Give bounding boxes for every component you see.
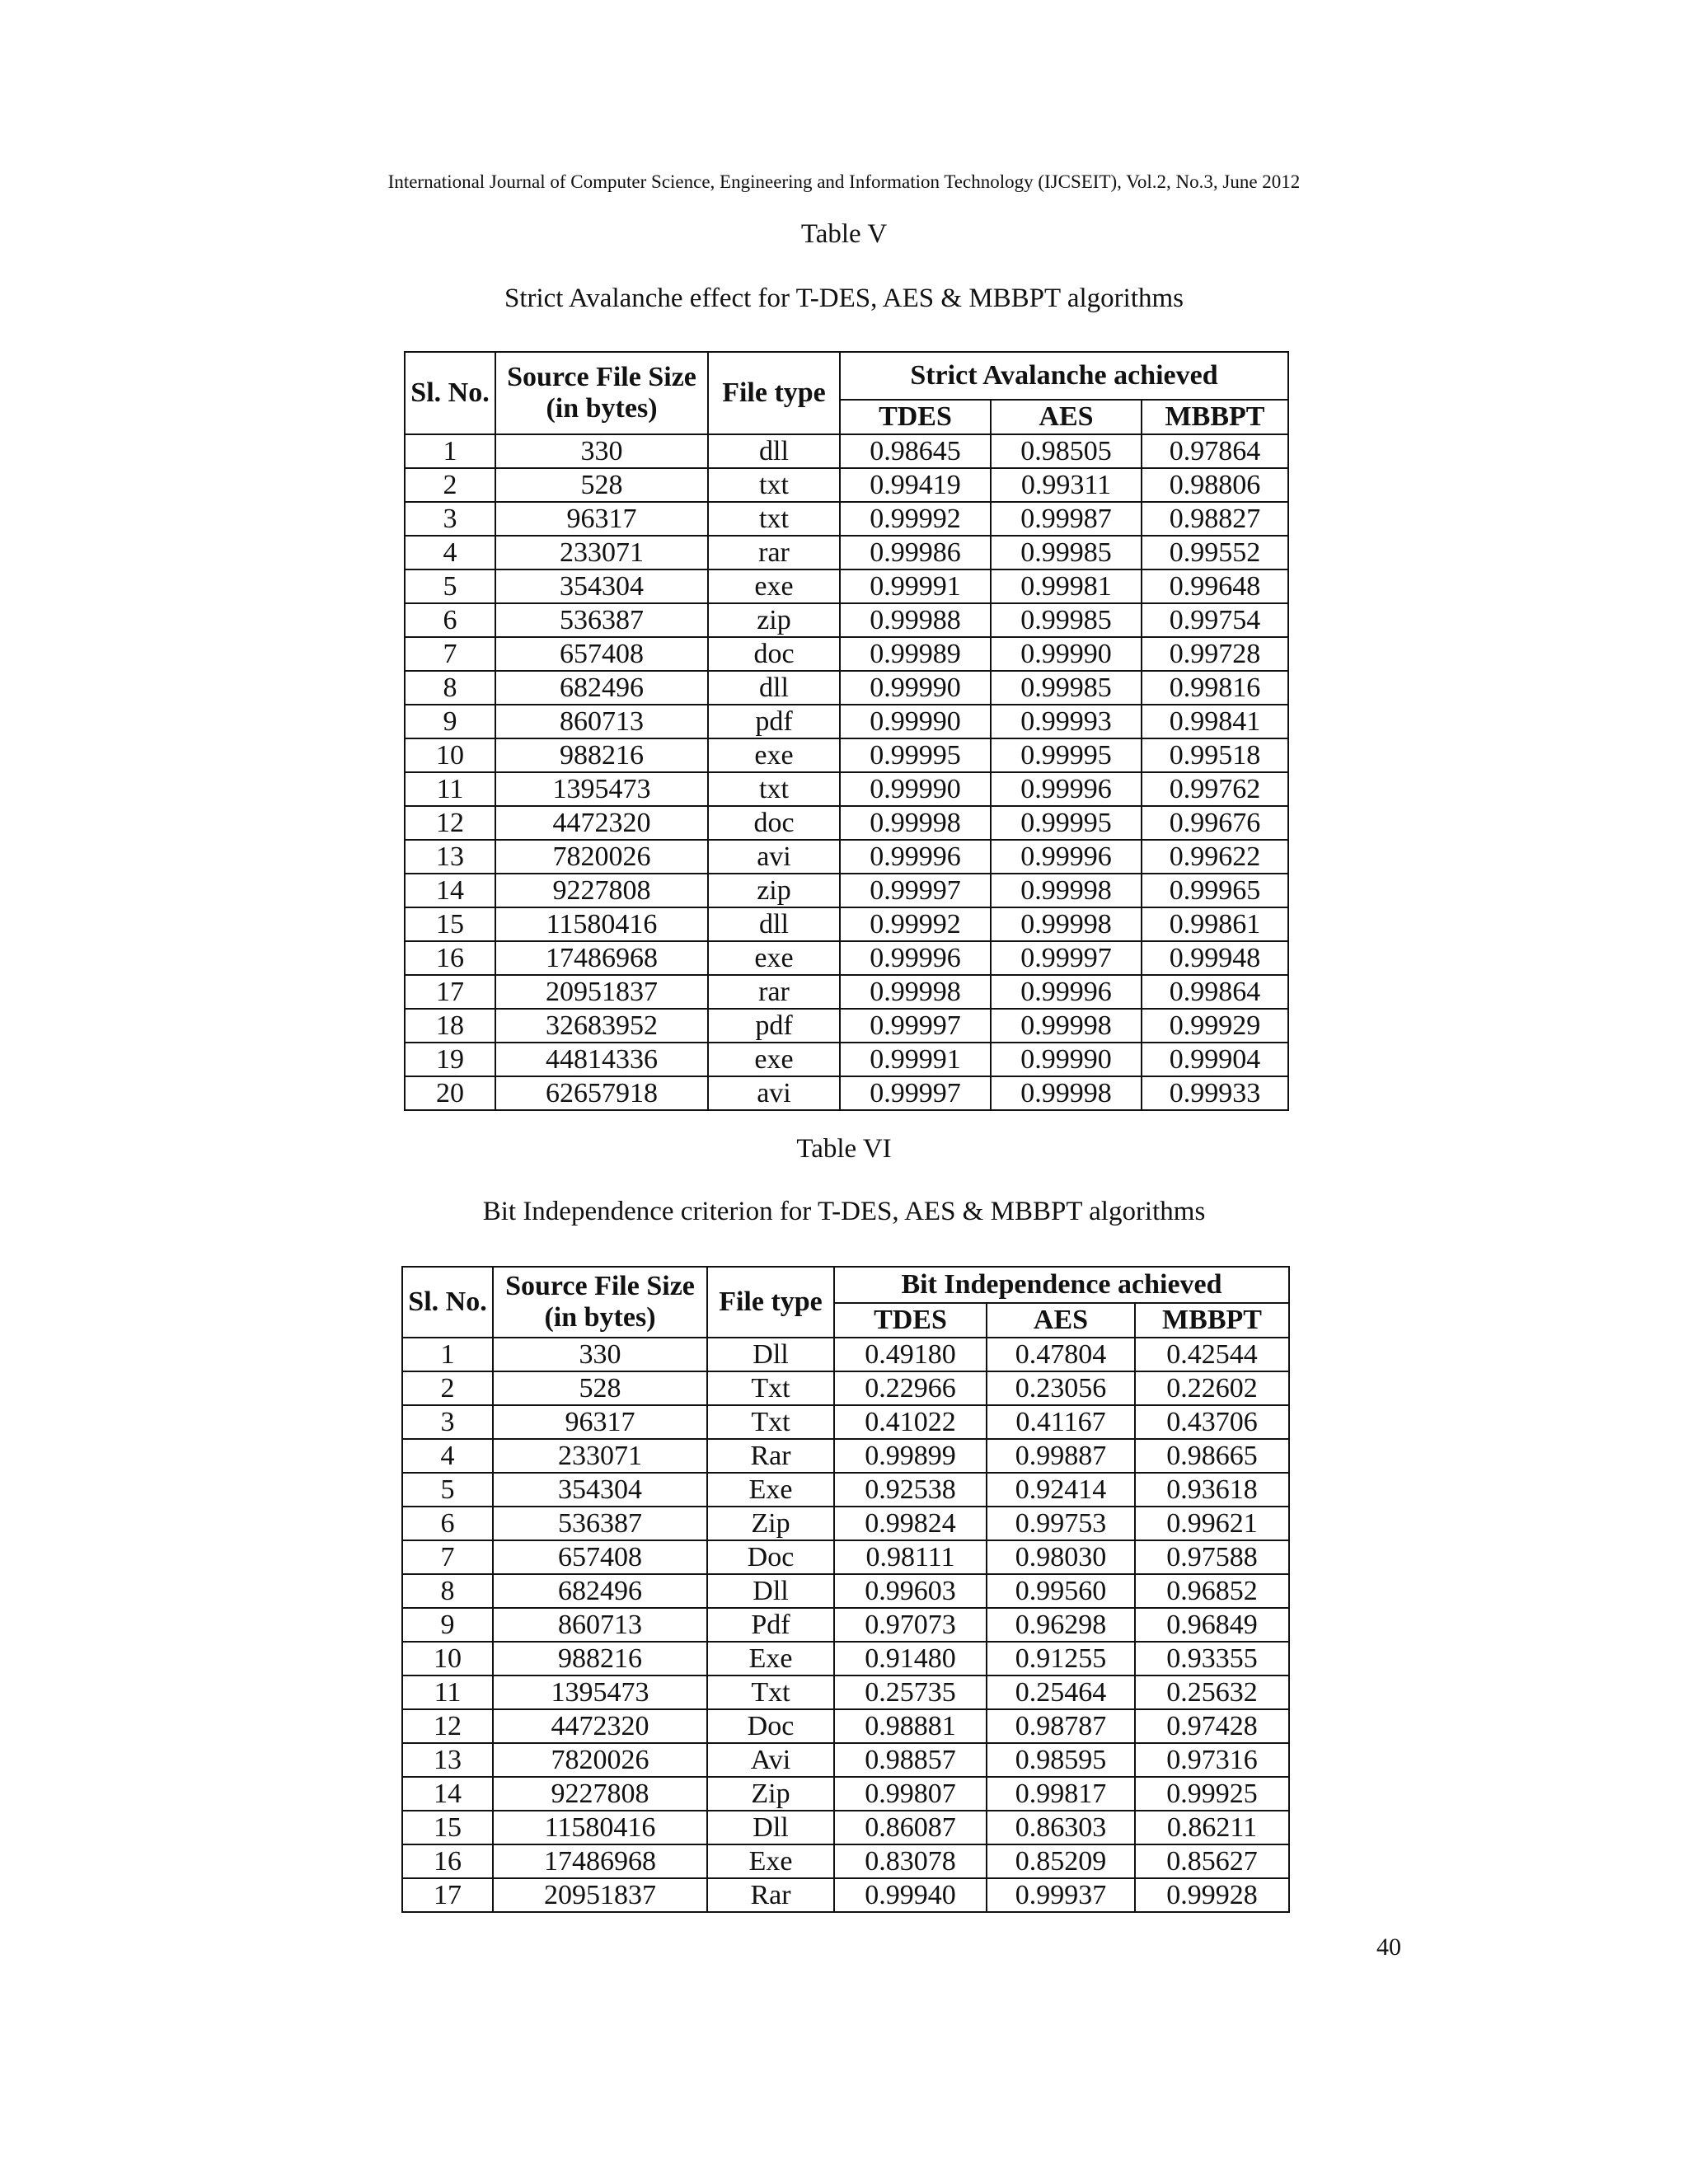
table-row — [402, 1405, 1289, 1439]
cell-sl-no: 12 — [405, 806, 495, 840]
table5-header-type: File type — [708, 352, 840, 434]
table-row — [405, 772, 1288, 806]
cell-aes: 0.99995 — [991, 738, 1142, 772]
cell-sl-no: 19 — [405, 1043, 495, 1076]
table6-header-tdes: TDES — [834, 1303, 987, 1338]
cell-aes: 0.99817 — [987, 1777, 1135, 1811]
cell-mbbpt: 0.85627 — [1135, 1844, 1289, 1878]
cell-file-size: 11580416 — [493, 1811, 707, 1844]
cell-sl-no: 3 — [402, 1405, 493, 1439]
cell-mbbpt: 0.93618 — [1135, 1473, 1289, 1507]
cell-mbbpt: 0.99816 — [1142, 671, 1288, 705]
table5-header-mbbpt: MBBPT — [1142, 400, 1288, 434]
table-row — [405, 874, 1288, 907]
cell-mbbpt: 0.96849 — [1135, 1608, 1289, 1642]
cell-aes: 0.99887 — [987, 1439, 1135, 1473]
cell-tdes: 0.98111 — [834, 1540, 987, 1574]
table-row — [402, 1777, 1289, 1811]
cell-tdes: 0.99992 — [840, 907, 991, 941]
cell-mbbpt: 0.99925 — [1135, 1777, 1289, 1811]
cell-file-type: Exe — [707, 1844, 834, 1878]
cell-aes: 0.99985 — [991, 536, 1142, 569]
cell-mbbpt: 0.99929 — [1142, 1009, 1288, 1043]
table-row — [402, 1811, 1289, 1844]
table-row — [405, 1043, 1288, 1076]
cell-file-type: pdf — [708, 705, 840, 738]
cell-aes: 0.98595 — [987, 1743, 1135, 1777]
cell-sl-no: 6 — [402, 1507, 493, 1540]
cell-aes: 0.98505 — [991, 434, 1142, 468]
cell-mbbpt: 0.99621 — [1135, 1507, 1289, 1540]
table6-header-mbbpt: MBBPT — [1135, 1303, 1289, 1338]
page-number: 40 — [1376, 1933, 1401, 1961]
table-row — [405, 1076, 1288, 1110]
cell-sl-no: 8 — [402, 1574, 493, 1608]
cell-file-size: 233071 — [495, 536, 708, 569]
cell-aes: 0.41167 — [987, 1405, 1135, 1439]
cell-aes: 0.99993 — [991, 705, 1142, 738]
table-row — [405, 502, 1288, 536]
cell-mbbpt: 0.97864 — [1142, 434, 1288, 468]
cell-sl-no: 5 — [402, 1473, 493, 1507]
cell-aes: 0.99990 — [991, 637, 1142, 671]
cell-sl-no: 11 — [405, 772, 495, 806]
cell-mbbpt: 0.96852 — [1135, 1574, 1289, 1608]
cell-mbbpt: 0.99552 — [1142, 536, 1288, 569]
cell-tdes: 0.98881 — [834, 1709, 987, 1743]
cell-sl-no: 6 — [405, 603, 495, 637]
cell-mbbpt: 0.99904 — [1142, 1043, 1288, 1076]
cell-aes: 0.99985 — [991, 671, 1142, 705]
cell-mbbpt: 0.98806 — [1142, 468, 1288, 502]
cell-sl-no: 14 — [405, 874, 495, 907]
cell-file-type: doc — [708, 806, 840, 840]
cell-sl-no: 15 — [402, 1811, 493, 1844]
cell-file-size: 682496 — [495, 671, 708, 705]
table-row — [405, 705, 1288, 738]
table5-header-tdes: TDES — [840, 400, 991, 434]
table-row — [402, 1709, 1289, 1743]
cell-tdes: 0.99824 — [834, 1507, 987, 1540]
cell-file-type: Txt — [707, 1675, 834, 1709]
cell-file-size: 528 — [493, 1371, 707, 1405]
cell-mbbpt: 0.98665 — [1135, 1439, 1289, 1473]
cell-file-type: dll — [708, 671, 840, 705]
cell-tdes: 0.25735 — [834, 1675, 987, 1709]
cell-aes: 0.99998 — [991, 874, 1142, 907]
table6-header-group: Bit Independence achieved — [834, 1267, 1289, 1303]
cell-sl-no: 4 — [405, 536, 495, 569]
cell-tdes: 0.99990 — [840, 772, 991, 806]
cell-mbbpt: 0.99648 — [1142, 569, 1288, 603]
table-row — [405, 637, 1288, 671]
cell-file-size: 536387 — [495, 603, 708, 637]
table-row — [405, 907, 1288, 941]
cell-mbbpt: 0.97316 — [1135, 1743, 1289, 1777]
table-row — [402, 1371, 1289, 1405]
cell-file-type: Doc — [707, 1709, 834, 1743]
cell-mbbpt: 0.99864 — [1142, 975, 1288, 1009]
cell-sl-no: 13 — [402, 1743, 493, 1777]
cell-file-type: Pdf — [707, 1608, 834, 1642]
cell-file-type: exe — [708, 1043, 840, 1076]
cell-aes: 0.99996 — [991, 772, 1142, 806]
table-row — [402, 1608, 1289, 1642]
cell-file-type: Txt — [707, 1405, 834, 1439]
cell-sl-no: 12 — [402, 1709, 493, 1743]
table5-label: Table V — [800, 219, 888, 249]
cell-tdes: 0.99997 — [840, 1076, 991, 1110]
cell-mbbpt: 0.98827 — [1142, 502, 1288, 536]
cell-tdes: 0.97073 — [834, 1608, 987, 1642]
cell-file-size: 62657918 — [495, 1076, 708, 1110]
cell-aes: 0.86303 — [987, 1811, 1135, 1844]
cell-aes: 0.99560 — [987, 1574, 1135, 1608]
cell-aes: 0.99998 — [991, 1009, 1142, 1043]
cell-file-type: dll — [708, 907, 840, 941]
cell-tdes: 0.41022 — [834, 1405, 987, 1439]
cell-file-size: 1395473 — [495, 772, 708, 806]
cell-file-type: Avi — [707, 1743, 834, 1777]
cell-file-size: 860713 — [495, 705, 708, 738]
cell-sl-no: 9 — [405, 705, 495, 738]
cell-file-type: doc — [708, 637, 840, 671]
table5-header-aes: AES — [991, 400, 1142, 434]
cell-mbbpt: 0.86211 — [1135, 1811, 1289, 1844]
table-row — [402, 1878, 1289, 1912]
cell-file-size: 9227808 — [495, 874, 708, 907]
cell-sl-no: 4 — [402, 1439, 493, 1473]
cell-tdes: 0.22966 — [834, 1371, 987, 1405]
cell-file-size: 657408 — [493, 1540, 707, 1574]
table6-header-sl: Sl. No. — [402, 1267, 493, 1338]
cell-mbbpt: 0.99841 — [1142, 705, 1288, 738]
cell-mbbpt: 0.99965 — [1142, 874, 1288, 907]
cell-file-type: zip — [708, 603, 840, 637]
cell-tdes: 0.91480 — [834, 1642, 987, 1675]
table-row — [405, 975, 1288, 1009]
table5-title: Strict Avalanche effect for T-DES, AES & MBBPT algorithms — [504, 284, 1184, 313]
cell-tdes: 0.98645 — [840, 434, 991, 468]
running-header: International Journal of Computer Science, Engineering and Information Technology (IJCSEIT), Vol.2, No.3, June 2012 — [387, 171, 1301, 192]
cell-tdes: 0.99997 — [840, 874, 991, 907]
cell-mbbpt: 0.43706 — [1135, 1405, 1289, 1439]
table6-title: Bit Independence criterion for T-DES, AES & MBBPT algorithms — [482, 1197, 1206, 1226]
cell-tdes: 0.99986 — [840, 536, 991, 569]
cell-file-size: 9227808 — [493, 1777, 707, 1811]
cell-sl-no: 10 — [405, 738, 495, 772]
cell-tdes: 0.99996 — [840, 941, 991, 975]
cell-file-size: 7820026 — [493, 1743, 707, 1777]
cell-file-type: Dll — [707, 1338, 834, 1371]
cell-file-type: dll — [708, 434, 840, 468]
cell-mbbpt: 0.42544 — [1135, 1338, 1289, 1371]
cell-file-type: exe — [708, 569, 840, 603]
cell-file-size: 11580416 — [495, 907, 708, 941]
cell-sl-no: 5 — [405, 569, 495, 603]
table-row — [405, 434, 1288, 468]
table5-header-group: Strict Avalanche achieved — [840, 352, 1288, 400]
cell-aes: 0.99753 — [987, 1507, 1135, 1540]
cell-file-type: Dll — [707, 1574, 834, 1608]
table-row — [402, 1439, 1289, 1473]
cell-mbbpt: 0.99933 — [1142, 1076, 1288, 1110]
cell-aes: 0.99985 — [991, 603, 1142, 637]
cell-sl-no: 18 — [405, 1009, 495, 1043]
table5-header-size: Source File Size (in bytes) — [495, 352, 708, 434]
cell-tdes: 0.99996 — [840, 840, 991, 874]
cell-file-size: 1395473 — [493, 1675, 707, 1709]
cell-file-size: 988216 — [493, 1642, 707, 1675]
cell-aes: 0.25464 — [987, 1675, 1135, 1709]
table-row — [402, 1743, 1289, 1777]
cell-tdes: 0.99997 — [840, 1009, 991, 1043]
cell-file-size: 20951837 — [495, 975, 708, 1009]
table-row — [402, 1338, 1289, 1371]
cell-mbbpt: 0.97428 — [1135, 1709, 1289, 1743]
cell-file-size: 682496 — [493, 1574, 707, 1608]
cell-sl-no: 8 — [405, 671, 495, 705]
cell-file-size: 96317 — [495, 502, 708, 536]
cell-mbbpt: 0.97588 — [1135, 1540, 1289, 1574]
cell-file-type: exe — [708, 941, 840, 975]
cell-mbbpt: 0.25632 — [1135, 1675, 1289, 1709]
cell-mbbpt: 0.99948 — [1142, 941, 1288, 975]
cell-file-type: Rar — [707, 1878, 834, 1912]
cell-file-type: rar — [708, 536, 840, 569]
table-row — [402, 1675, 1289, 1709]
cell-file-type: Zip — [707, 1777, 834, 1811]
cell-sl-no: 2 — [402, 1371, 493, 1405]
cell-file-size: 32683952 — [495, 1009, 708, 1043]
cell-sl-no: 16 — [402, 1844, 493, 1878]
cell-sl-no: 1 — [405, 434, 495, 468]
cell-file-size: 528 — [495, 468, 708, 502]
cell-tdes: 0.99807 — [834, 1777, 987, 1811]
cell-tdes: 0.99989 — [840, 637, 991, 671]
table-row — [402, 1844, 1289, 1878]
cell-file-size: 354304 — [493, 1473, 707, 1507]
cell-file-type: Exe — [707, 1642, 834, 1675]
cell-file-size: 20951837 — [493, 1878, 707, 1912]
cell-tdes: 0.99990 — [840, 671, 991, 705]
cell-sl-no: 20 — [405, 1076, 495, 1110]
table-row — [405, 671, 1288, 705]
cell-aes: 0.23056 — [987, 1371, 1135, 1405]
cell-file-type: avi — [708, 1076, 840, 1110]
table6-bit-independence — [401, 1266, 1290, 1913]
cell-file-size: 44814336 — [495, 1043, 708, 1076]
table6-label: Table VI — [796, 1134, 892, 1164]
table-row — [402, 1507, 1289, 1540]
cell-file-size: 4472320 — [495, 806, 708, 840]
cell-aes: 0.99998 — [991, 907, 1142, 941]
table-row — [405, 806, 1288, 840]
cell-aes: 0.99981 — [991, 569, 1142, 603]
cell-sl-no: 7 — [405, 637, 495, 671]
cell-tdes: 0.99991 — [840, 1043, 991, 1076]
cell-sl-no: 3 — [405, 502, 495, 536]
cell-file-type: Txt — [707, 1371, 834, 1405]
cell-tdes: 0.99899 — [834, 1439, 987, 1473]
cell-tdes: 0.99603 — [834, 1574, 987, 1608]
table5-strict-avalanche — [404, 351, 1289, 1111]
cell-file-size: 657408 — [495, 637, 708, 671]
cell-sl-no: 13 — [405, 840, 495, 874]
cell-sl-no: 14 — [402, 1777, 493, 1811]
table-row — [405, 738, 1288, 772]
cell-aes: 0.98787 — [987, 1709, 1135, 1743]
cell-tdes: 0.99990 — [840, 705, 991, 738]
cell-aes: 0.99996 — [991, 840, 1142, 874]
table-row — [402, 1473, 1289, 1507]
cell-tdes: 0.99998 — [840, 806, 991, 840]
table6-header-aes: AES — [987, 1303, 1135, 1338]
cell-aes: 0.99998 — [991, 1076, 1142, 1110]
cell-tdes: 0.83078 — [834, 1844, 987, 1878]
cell-file-type: Zip — [707, 1507, 834, 1540]
table-row — [402, 1540, 1289, 1574]
cell-sl-no: 1 — [402, 1338, 493, 1371]
table6-header-type: File type — [707, 1267, 834, 1338]
cell-aes: 0.96298 — [987, 1608, 1135, 1642]
cell-tdes: 0.99998 — [840, 975, 991, 1009]
cell-aes: 0.99937 — [987, 1878, 1135, 1912]
cell-file-type: txt — [708, 468, 840, 502]
cell-tdes: 0.49180 — [834, 1338, 987, 1371]
cell-tdes: 0.99995 — [840, 738, 991, 772]
cell-mbbpt: 0.93355 — [1135, 1642, 1289, 1675]
cell-sl-no: 16 — [405, 941, 495, 975]
cell-tdes: 0.98857 — [834, 1743, 987, 1777]
cell-aes: 0.92414 — [987, 1473, 1135, 1507]
table5-header-sl: Sl. No. — [405, 352, 495, 434]
table6-header-size: Source File Size (in bytes) — [493, 1267, 707, 1338]
cell-file-type: txt — [708, 502, 840, 536]
cell-sl-no: 17 — [402, 1878, 493, 1912]
cell-tdes: 0.99991 — [840, 569, 991, 603]
table-row — [405, 569, 1288, 603]
cell-mbbpt: 0.99928 — [1135, 1878, 1289, 1912]
cell-aes: 0.85209 — [987, 1844, 1135, 1878]
cell-aes: 0.99987 — [991, 502, 1142, 536]
cell-file-size: 330 — [493, 1338, 707, 1371]
cell-tdes: 0.99419 — [840, 468, 991, 502]
cell-file-size: 354304 — [495, 569, 708, 603]
cell-file-size: 17486968 — [493, 1844, 707, 1878]
cell-file-size: 96317 — [493, 1405, 707, 1439]
cell-file-type: avi — [708, 840, 840, 874]
cell-mbbpt: 0.99676 — [1142, 806, 1288, 840]
cell-file-size: 233071 — [493, 1439, 707, 1473]
cell-mbbpt: 0.99861 — [1142, 907, 1288, 941]
cell-file-type: exe — [708, 738, 840, 772]
table-row — [405, 941, 1288, 975]
cell-sl-no: 11 — [402, 1675, 493, 1709]
cell-file-type: rar — [708, 975, 840, 1009]
cell-mbbpt: 0.99518 — [1142, 738, 1288, 772]
cell-aes: 0.99996 — [991, 975, 1142, 1009]
table-row — [405, 1009, 1288, 1043]
cell-mbbpt: 0.22602 — [1135, 1371, 1289, 1405]
cell-aes: 0.99311 — [991, 468, 1142, 502]
table-row — [405, 468, 1288, 502]
cell-aes: 0.99990 — [991, 1043, 1142, 1076]
cell-aes: 0.47804 — [987, 1338, 1135, 1371]
table-row — [402, 1642, 1289, 1675]
cell-aes: 0.99995 — [991, 806, 1142, 840]
table-row — [405, 603, 1288, 637]
cell-file-type: Doc — [707, 1540, 834, 1574]
cell-tdes: 0.99988 — [840, 603, 991, 637]
cell-sl-no: 15 — [405, 907, 495, 941]
cell-mbbpt: 0.99762 — [1142, 772, 1288, 806]
cell-file-type: Rar — [707, 1439, 834, 1473]
cell-file-size: 988216 — [495, 738, 708, 772]
cell-file-type: txt — [708, 772, 840, 806]
cell-mbbpt: 0.99754 — [1142, 603, 1288, 637]
cell-file-size: 330 — [495, 434, 708, 468]
cell-tdes: 0.99940 — [834, 1878, 987, 1912]
cell-file-type: pdf — [708, 1009, 840, 1043]
cell-mbbpt: 0.99622 — [1142, 840, 1288, 874]
table-row — [402, 1574, 1289, 1608]
cell-tdes: 0.92538 — [834, 1473, 987, 1507]
cell-aes: 0.99997 — [991, 941, 1142, 975]
cell-file-size: 17486968 — [495, 941, 708, 975]
cell-sl-no: 9 — [402, 1608, 493, 1642]
cell-mbbpt: 0.99728 — [1142, 637, 1288, 671]
cell-file-size: 536387 — [493, 1507, 707, 1540]
cell-sl-no: 7 — [402, 1540, 493, 1574]
cell-aes: 0.91255 — [987, 1642, 1135, 1675]
cell-file-size: 860713 — [493, 1608, 707, 1642]
cell-file-type: Exe — [707, 1473, 834, 1507]
cell-aes: 0.98030 — [987, 1540, 1135, 1574]
cell-sl-no: 2 — [405, 468, 495, 502]
table-row — [405, 840, 1288, 874]
table-row — [405, 536, 1288, 569]
cell-file-size: 7820026 — [495, 840, 708, 874]
cell-tdes: 0.86087 — [834, 1811, 987, 1844]
cell-file-size: 4472320 — [493, 1709, 707, 1743]
cell-file-type: zip — [708, 874, 840, 907]
cell-tdes: 0.99992 — [840, 502, 991, 536]
cell-file-type: Dll — [707, 1811, 834, 1844]
cell-sl-no: 10 — [402, 1642, 493, 1675]
cell-sl-no: 17 — [405, 975, 495, 1009]
